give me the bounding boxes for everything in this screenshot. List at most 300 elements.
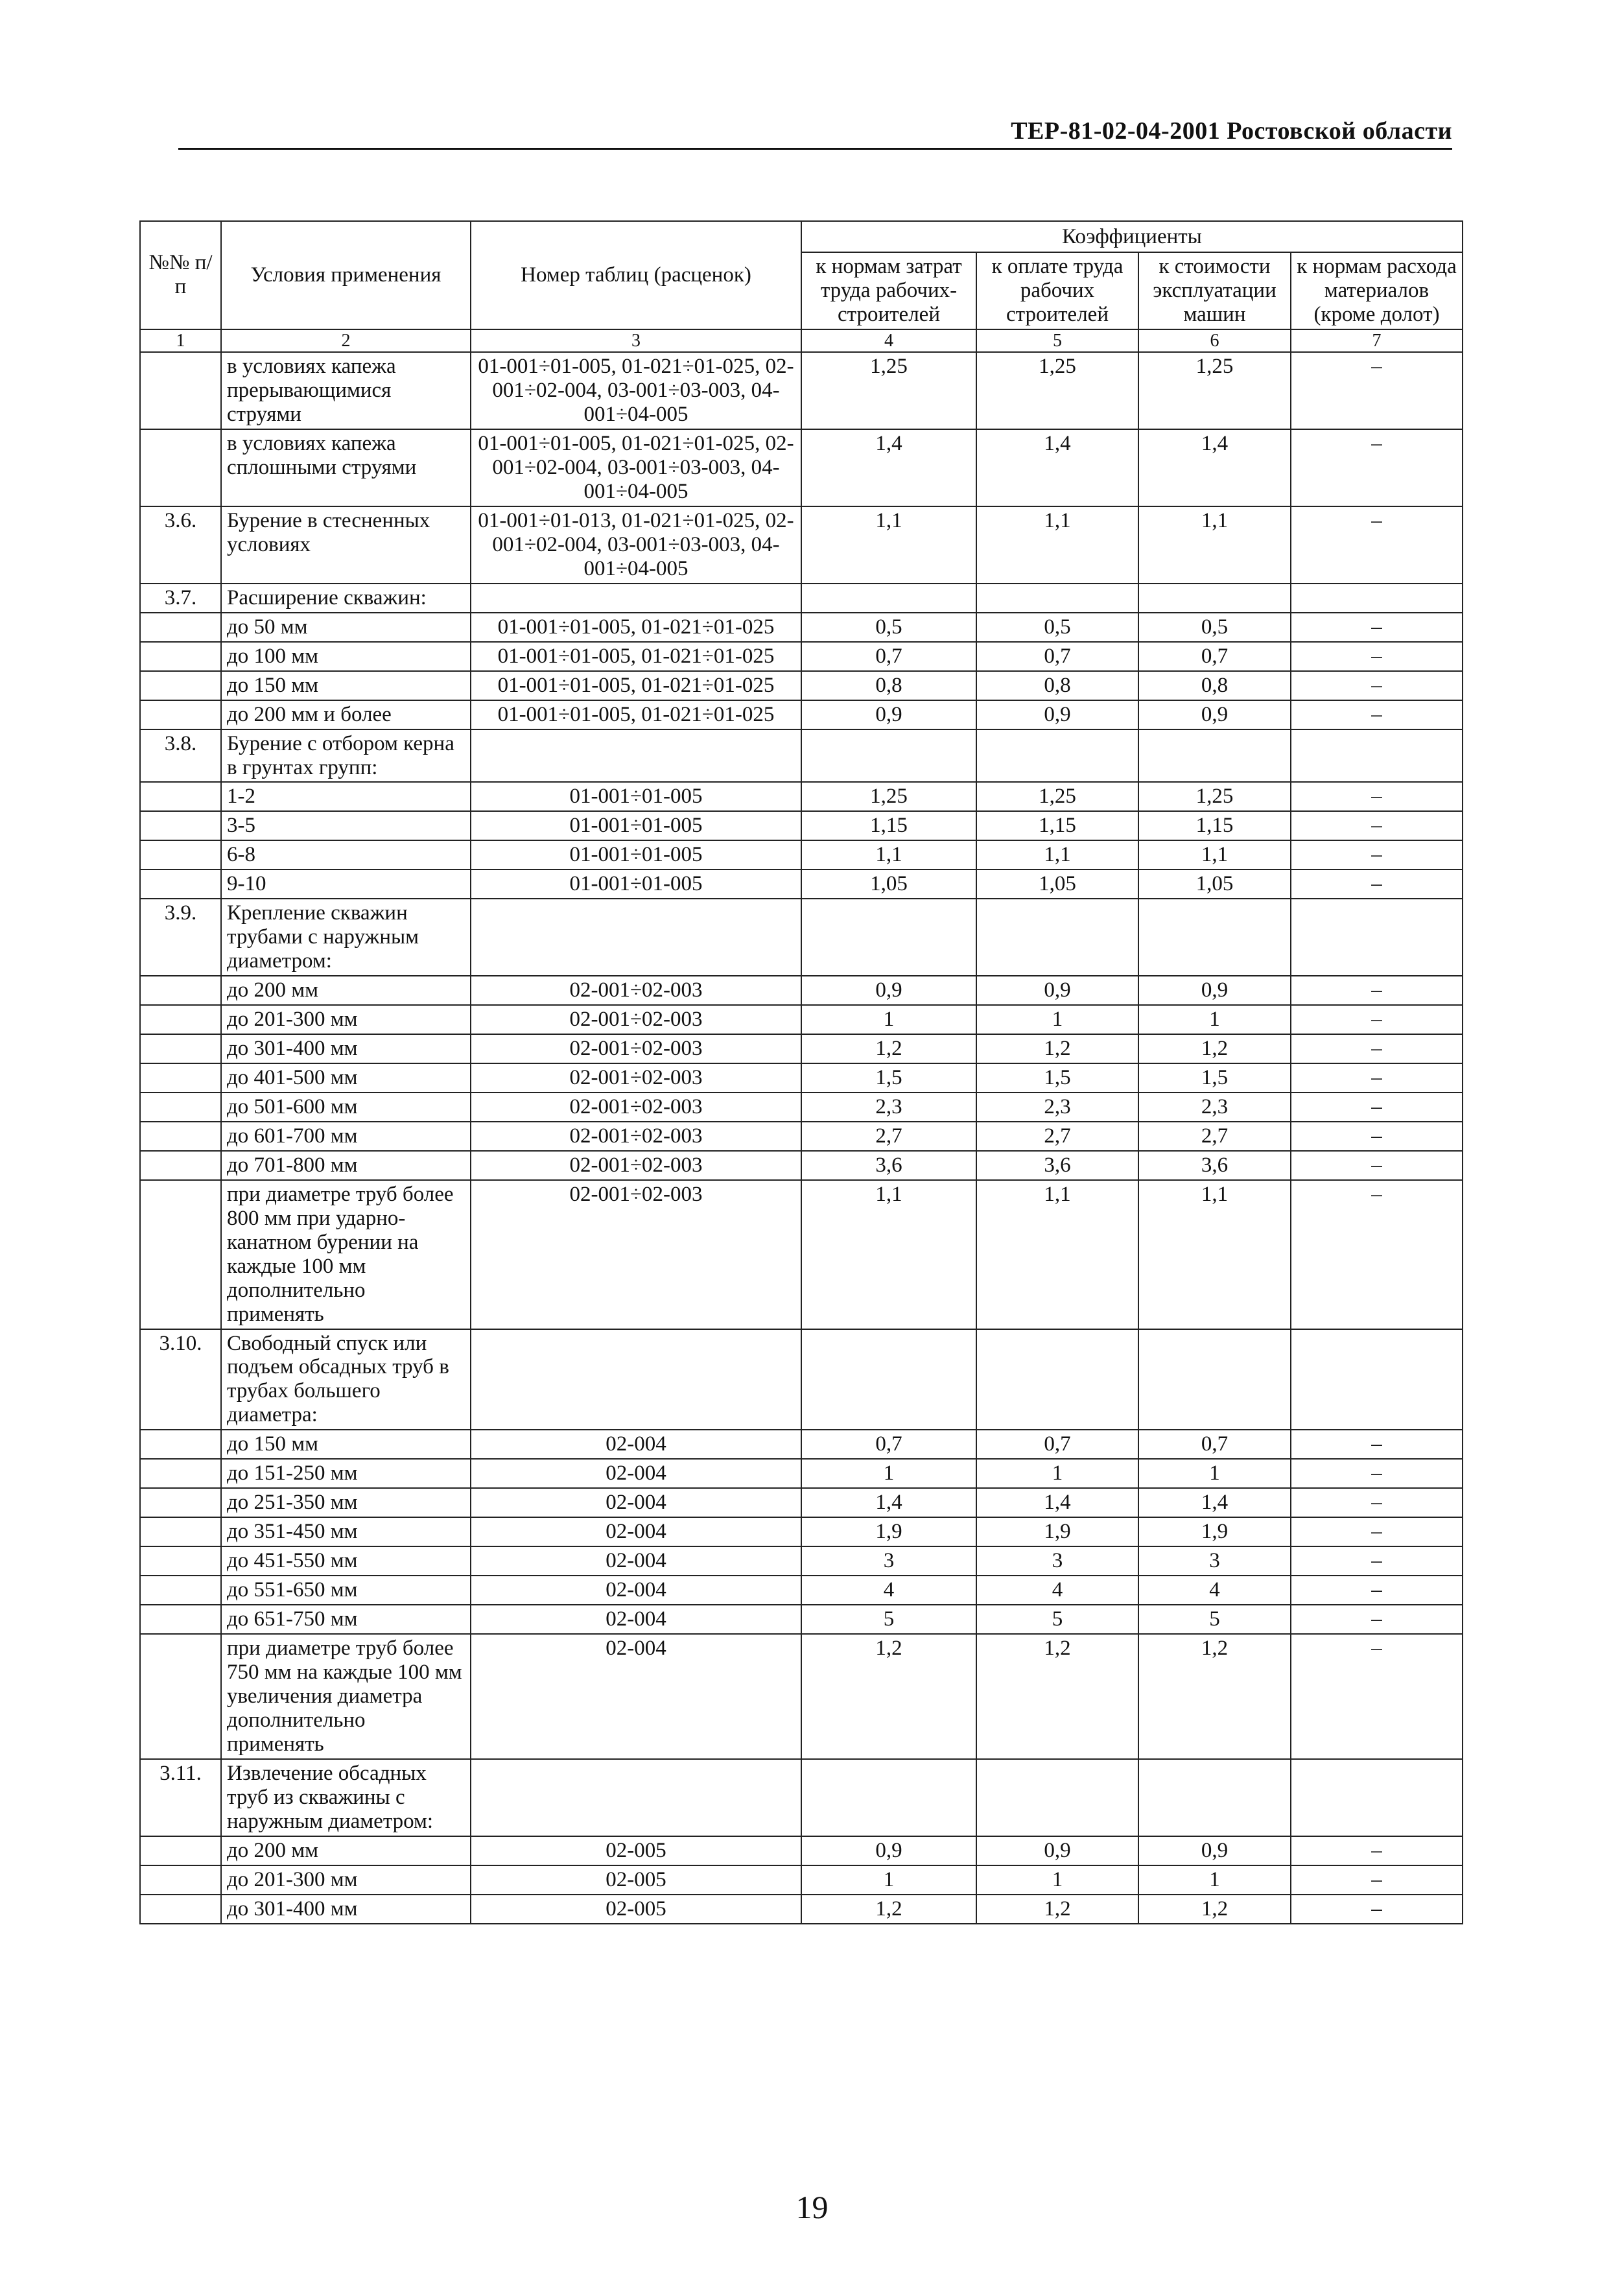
table-row: [140, 1576, 1463, 1605]
header-labor-norms: к нормам затрат труда рабочих-строителей: [801, 252, 976, 329]
row-number: [140, 1063, 221, 1093]
condition-cell: до 501-600 мм: [221, 1093, 471, 1122]
coef-material-norms: [1291, 899, 1463, 976]
condition-cell: до 451-550 мм: [221, 1546, 471, 1576]
table-row: [140, 1063, 1463, 1093]
column-number: 5: [976, 329, 1138, 352]
table-body: [140, 352, 1463, 1923]
row-number: [140, 1865, 221, 1895]
coefficients-table: [139, 220, 1463, 1924]
table-numbers-cell: 02-004: [471, 1488, 801, 1517]
document-header: ТЕР-81-02-04-2001 Ростовской области: [178, 117, 1452, 150]
coef-machine-cost: 0,9: [1138, 700, 1291, 729]
coef-material-norms: –: [1291, 1895, 1463, 1924]
table-numbers-cell: 02-004: [471, 1517, 801, 1546]
row-number: [140, 1180, 221, 1329]
table-numbers-cell: 02-004: [471, 1430, 801, 1459]
condition-cell: до 151-250 мм: [221, 1459, 471, 1488]
table-row: [140, 840, 1463, 869]
coef-material-norms: –: [1291, 671, 1463, 700]
row-number: 3.9.: [140, 899, 221, 976]
table-numbers-cell: 02-001÷02-003: [471, 1063, 801, 1093]
coef-material-norms: –: [1291, 840, 1463, 869]
coef-material-norms: –: [1291, 1459, 1463, 1488]
coef-labor-pay: [976, 729, 1138, 783]
table-numbers-cell: [471, 729, 801, 783]
coef-machine-cost: 1: [1138, 1865, 1291, 1895]
coef-labor-pay: 1: [976, 1459, 1138, 1488]
column-number: 4: [801, 329, 976, 352]
row-number: [140, 352, 221, 429]
coef-material-norms: –: [1291, 429, 1463, 506]
coef-labor-pay: 1,25: [976, 352, 1138, 429]
table-numbers-cell: 02-005: [471, 1895, 801, 1924]
header-coefficients: Коэффициенты: [801, 221, 1463, 252]
coef-material-norms: –: [1291, 811, 1463, 840]
coef-labor-pay: 1,1: [976, 1180, 1138, 1329]
coef-labor-norms: 0,7: [801, 1430, 976, 1459]
coef-labor-norms: 0,9: [801, 1836, 976, 1865]
coef-machine-cost: [1138, 1329, 1291, 1430]
coef-labor-pay: 0,7: [976, 642, 1138, 671]
table-row: [140, 1430, 1463, 1459]
coef-machine-cost: 1,2: [1138, 1895, 1291, 1924]
coef-labor-pay: 4: [976, 1576, 1138, 1605]
header-tables: Номер таблиц (расценок): [471, 221, 801, 329]
coef-labor-pay: 2,7: [976, 1122, 1138, 1151]
coef-machine-cost: 5: [1138, 1605, 1291, 1634]
table-row: [140, 1488, 1463, 1517]
coef-labor-norms: 1,1: [801, 506, 976, 584]
coef-labor-pay: [976, 1759, 1138, 1836]
header-machine-cost: к стоимости эксплуатации машин: [1138, 252, 1291, 329]
coef-labor-norms: 2,3: [801, 1093, 976, 1122]
coef-labor-pay: 0,9: [976, 976, 1138, 1005]
table-numbers-cell: 01-001÷01-005, 01-021÷01-025, 02-001÷02-004, 03-001÷03-003, 04-001÷04-005: [471, 352, 801, 429]
coef-labor-pay: [976, 899, 1138, 976]
coef-machine-cost: 1,4: [1138, 429, 1291, 506]
coef-material-norms: –: [1291, 1122, 1463, 1151]
coef-material-norms: –: [1291, 642, 1463, 671]
table-numbers-cell: 02-001÷02-003: [471, 1005, 801, 1034]
row-number: 3.6.: [140, 506, 221, 584]
coef-machine-cost: 0,7: [1138, 1430, 1291, 1459]
coef-machine-cost: [1138, 1759, 1291, 1836]
coef-machine-cost: [1138, 584, 1291, 613]
row-number: [140, 1634, 221, 1759]
coef-labor-norms: [801, 584, 976, 613]
coef-labor-pay: 1: [976, 1005, 1138, 1034]
table-numbers-cell: 01-001÷01-005, 01-021÷01-025: [471, 613, 801, 642]
coef-material-norms: –: [1291, 613, 1463, 642]
table-numbers-cell: 02-001÷02-003: [471, 1034, 801, 1063]
coef-material-norms: –: [1291, 1093, 1463, 1122]
table-numbers-cell: 02-005: [471, 1836, 801, 1865]
table-numbers-cell: 01-001÷01-005, 01-021÷01-025, 02-001÷02-004, 03-001÷03-003, 04-001÷04-005: [471, 429, 801, 506]
table-numbers-cell: 01-001÷01-013, 01-021÷01-025, 02-001÷02-004, 03-001÷03-003, 04-001÷04-005: [471, 506, 801, 584]
condition-cell: 6-8: [221, 840, 471, 869]
condition-cell: 9-10: [221, 869, 471, 899]
coef-machine-cost: 3,6: [1138, 1151, 1291, 1180]
coef-labor-pay: 0,7: [976, 1430, 1138, 1459]
coef-material-norms: –: [1291, 1430, 1463, 1459]
condition-cell: до 100 мм: [221, 642, 471, 671]
row-number: [140, 1836, 221, 1865]
table-numbers-cell: 01-001÷01-005: [471, 869, 801, 899]
row-number: [140, 811, 221, 840]
table-numbers-cell: 01-001÷01-005: [471, 840, 801, 869]
condition-cell: Расширение скважин:: [221, 584, 471, 613]
coef-material-norms: –: [1291, 1634, 1463, 1759]
coef-machine-cost: 1,2: [1138, 1634, 1291, 1759]
coef-labor-norms: 3,6: [801, 1151, 976, 1180]
condition-cell: до 351-450 мм: [221, 1517, 471, 1546]
table-numbers-cell: 02-001÷02-003: [471, 1122, 801, 1151]
condition-cell: в условиях капежа прерывающимися струями: [221, 352, 471, 429]
row-number: [140, 429, 221, 506]
table-row: [140, 1459, 1463, 1488]
coef-machine-cost: [1138, 899, 1291, 976]
row-number: [140, 1546, 221, 1576]
coef-labor-pay: 1,5: [976, 1063, 1138, 1093]
coef-material-norms: –: [1291, 1063, 1463, 1093]
table-numbers-cell: 01-001÷01-005, 01-021÷01-025: [471, 700, 801, 729]
coef-labor-pay: 1: [976, 1865, 1138, 1895]
table-numbers-cell: [471, 584, 801, 613]
table-row: [140, 899, 1463, 976]
condition-cell: в условиях капежа сплошными струями: [221, 429, 471, 506]
table-numbers-cell: 02-001÷02-003: [471, 976, 801, 1005]
coef-material-norms: –: [1291, 352, 1463, 429]
coef-material-norms: –: [1291, 1605, 1463, 1634]
coef-labor-norms: [801, 1759, 976, 1836]
row-number: 3.11.: [140, 1759, 221, 1836]
coef-labor-norms: [801, 729, 976, 783]
row-number: [140, 1151, 221, 1180]
coef-labor-pay: 3: [976, 1546, 1138, 1576]
table-row: [140, 700, 1463, 729]
header-row-1: [140, 221, 1463, 252]
coef-labor-norms: 1,5: [801, 1063, 976, 1093]
row-number: [140, 642, 221, 671]
coef-machine-cost: 0,8: [1138, 671, 1291, 700]
table-row: [140, 976, 1463, 1005]
table-row: [140, 1759, 1463, 1836]
condition-cell: до 50 мм: [221, 613, 471, 642]
coef-labor-norms: 1,4: [801, 429, 976, 506]
coef-labor-norms: 1,15: [801, 811, 976, 840]
coef-material-norms: [1291, 584, 1463, 613]
row-number: [140, 1430, 221, 1459]
coef-material-norms: –: [1291, 506, 1463, 584]
condition-cell: до 401-500 мм: [221, 1063, 471, 1093]
condition-cell: до 601-700 мм: [221, 1122, 471, 1151]
coef-labor-norms: 1,1: [801, 1180, 976, 1329]
row-number: [140, 1605, 221, 1634]
coef-labor-norms: 1: [801, 1865, 976, 1895]
column-number: 1: [140, 329, 221, 352]
table-row: [140, 1005, 1463, 1034]
coef-labor-norms: 1,25: [801, 352, 976, 429]
condition-cell: до 201-300 мм: [221, 1005, 471, 1034]
coef-machine-cost: 2,3: [1138, 1093, 1291, 1122]
coef-material-norms: –: [1291, 1005, 1463, 1034]
table-row: [140, 1865, 1463, 1895]
coef-machine-cost: 0,9: [1138, 976, 1291, 1005]
header-conditions: Условия применения: [221, 221, 471, 329]
table-row: [140, 1180, 1463, 1329]
coef-machine-cost: 1,1: [1138, 840, 1291, 869]
condition-cell: при диаметре труб более 750 мм на каждые 100 мм увеличения диаметра дополнительно применять: [221, 1634, 471, 1759]
coef-machine-cost: 0,9: [1138, 1836, 1291, 1865]
coef-machine-cost: 0,7: [1138, 642, 1291, 671]
column-number: 3: [471, 329, 801, 352]
coef-machine-cost: 1,4: [1138, 1488, 1291, 1517]
condition-cell: до 150 мм: [221, 671, 471, 700]
table-row: [140, 613, 1463, 642]
coef-labor-pay: 1,9: [976, 1517, 1138, 1546]
header-num: №№ п/п: [140, 221, 221, 329]
row-number: 3.10.: [140, 1329, 221, 1430]
coef-labor-pay: [976, 1329, 1138, 1430]
coef-labor-pay: 0,8: [976, 671, 1138, 700]
table-row: [140, 869, 1463, 899]
coef-material-norms: –: [1291, 1546, 1463, 1576]
table-row: [140, 1329, 1463, 1430]
coef-material-norms: –: [1291, 782, 1463, 811]
condition-cell: до 551-650 мм: [221, 1576, 471, 1605]
row-number: [140, 613, 221, 642]
header-material-norms: к нормам расхода материалов (кроме долот): [1291, 252, 1463, 329]
table-row: [140, 1895, 1463, 1924]
table-numbers-cell: 02-004: [471, 1605, 801, 1634]
coef-labor-norms: 0,8: [801, 671, 976, 700]
table-row: [140, 729, 1463, 783]
coef-labor-norms: 1: [801, 1005, 976, 1034]
condition-cell: при диаметре труб более 800 мм при ударно-канатном бурении на каждые 100 мм дополнительно применять: [221, 1180, 471, 1329]
table-row: [140, 1634, 1463, 1759]
table-numbers-cell: 02-005: [471, 1865, 801, 1895]
condition-cell: до 200 мм и более: [221, 700, 471, 729]
table-numbers-cell: 02-001÷02-003: [471, 1093, 801, 1122]
table-numbers-cell: 02-004: [471, 1576, 801, 1605]
table-numbers-cell: 01-001÷01-005, 01-021÷01-025: [471, 642, 801, 671]
coef-labor-pay: 1,2: [976, 1895, 1138, 1924]
table-row: [140, 1034, 1463, 1063]
coef-labor-norms: 1,1: [801, 840, 976, 869]
table-row: [140, 1151, 1463, 1180]
row-number: [140, 1459, 221, 1488]
condition-cell: до 200 мм: [221, 1836, 471, 1865]
coef-labor-norms: 0,9: [801, 976, 976, 1005]
table-numbers-cell: [471, 1759, 801, 1836]
condition-cell: 3-5: [221, 811, 471, 840]
table-row: [140, 782, 1463, 811]
coef-material-norms: –: [1291, 1836, 1463, 1865]
coef-labor-pay: 3,6: [976, 1151, 1138, 1180]
coef-labor-norms: 4: [801, 1576, 976, 1605]
coef-labor-norms: 1,9: [801, 1517, 976, 1546]
table-numbers-cell: 02-001÷02-003: [471, 1151, 801, 1180]
coef-material-norms: –: [1291, 976, 1463, 1005]
table-numbers-cell: 02-004: [471, 1634, 801, 1759]
coef-machine-cost: 1: [1138, 1005, 1291, 1034]
column-number: 7: [1291, 329, 1463, 352]
table-row: [140, 642, 1463, 671]
table-row: [140, 506, 1463, 584]
row-number: [140, 1488, 221, 1517]
condition-cell: до 651-750 мм: [221, 1605, 471, 1634]
coef-labor-norms: 0,9: [801, 700, 976, 729]
table-row: [140, 671, 1463, 700]
table-row: [140, 352, 1463, 429]
coef-machine-cost: 1: [1138, 1459, 1291, 1488]
coef-labor-norms: 1,05: [801, 869, 976, 899]
coef-labor-pay: 5: [976, 1605, 1138, 1634]
table-row: [140, 1546, 1463, 1576]
header-labor-pay: к оплате труда рабочих строителей: [976, 252, 1138, 329]
coef-labor-pay: 0,9: [976, 700, 1138, 729]
condition-cell: Крепление скважин трубами с наружным диаметром:: [221, 899, 471, 976]
row-number: [140, 1122, 221, 1151]
coef-machine-cost: 3: [1138, 1546, 1291, 1576]
coef-machine-cost: 1,2: [1138, 1034, 1291, 1063]
coef-labor-pay: 1,2: [976, 1034, 1138, 1063]
row-number: 3.7.: [140, 584, 221, 613]
coef-machine-cost: [1138, 729, 1291, 783]
coef-machine-cost: 1,25: [1138, 782, 1291, 811]
coef-labor-pay: 1,25: [976, 782, 1138, 811]
coef-material-norms: [1291, 1759, 1463, 1836]
coef-labor-pay: 0,5: [976, 613, 1138, 642]
coef-labor-norms: 1,2: [801, 1895, 976, 1924]
table-row: [140, 429, 1463, 506]
row-number: [140, 1576, 221, 1605]
coef-machine-cost: 1,15: [1138, 811, 1291, 840]
row-number: [140, 782, 221, 811]
table-numbers-cell: 02-004: [471, 1459, 801, 1488]
row-number: [140, 1895, 221, 1924]
coef-material-norms: –: [1291, 1517, 1463, 1546]
coef-labor-pay: 1,1: [976, 840, 1138, 869]
table-numbers-cell: [471, 899, 801, 976]
coef-material-norms: –: [1291, 1180, 1463, 1329]
coef-labor-pay: 0,9: [976, 1836, 1138, 1865]
condition-cell: Свободный спуск или подъем обсадных труб в трубах большего диаметра:: [221, 1329, 471, 1430]
coef-labor-norms: 3: [801, 1546, 976, 1576]
row-number: [140, 976, 221, 1005]
coef-labor-pay: 1,4: [976, 429, 1138, 506]
table-numbers-cell: [471, 1329, 801, 1430]
coef-labor-pay: 1,05: [976, 869, 1138, 899]
coef-labor-pay: 1,2: [976, 1634, 1138, 1759]
coef-machine-cost: 1,1: [1138, 506, 1291, 584]
row-number: [140, 671, 221, 700]
coef-labor-pay: [976, 584, 1138, 613]
table-row: [140, 1836, 1463, 1865]
condition-cell: до 200 мм: [221, 976, 471, 1005]
coef-material-norms: –: [1291, 700, 1463, 729]
row-number: [140, 869, 221, 899]
coef-labor-norms: 5: [801, 1605, 976, 1634]
coef-labor-norms: 0,7: [801, 642, 976, 671]
row-number: [140, 1093, 221, 1122]
coef-labor-norms: 0,5: [801, 613, 976, 642]
coef-labor-norms: [801, 1329, 976, 1430]
column-number: 2: [221, 329, 471, 352]
row-number: [140, 840, 221, 869]
condition-cell: до 251-350 мм: [221, 1488, 471, 1517]
coef-material-norms: [1291, 1329, 1463, 1430]
row-number: [140, 700, 221, 729]
condition-cell: до 301-400 мм: [221, 1895, 471, 1924]
coef-machine-cost: 0,5: [1138, 613, 1291, 642]
condition-cell: 1-2: [221, 782, 471, 811]
coef-labor-norms: 2,7: [801, 1122, 976, 1151]
table-numbers-cell: 02-004: [471, 1546, 801, 1576]
table-numbers-cell: 01-001÷01-005: [471, 811, 801, 840]
coef-labor-norms: 1,25: [801, 782, 976, 811]
coef-labor-norms: [801, 899, 976, 976]
coef-labor-pay: 1,15: [976, 811, 1138, 840]
row-number: [140, 1034, 221, 1063]
table-row: [140, 811, 1463, 840]
row-number: [140, 1517, 221, 1546]
coef-material-norms: –: [1291, 1576, 1463, 1605]
coef-material-norms: [1291, 729, 1463, 783]
coef-labor-norms: 1,2: [801, 1634, 976, 1759]
page-number: 19: [795, 2189, 829, 2225]
table-numbers-cell: 01-001÷01-005, 01-021÷01-025: [471, 671, 801, 700]
coef-labor-norms: 1,2: [801, 1034, 976, 1063]
coef-labor-pay: 1,4: [976, 1488, 1138, 1517]
coef-machine-cost: 1,05: [1138, 869, 1291, 899]
table-row: [140, 1605, 1463, 1634]
coef-material-norms: –: [1291, 1865, 1463, 1895]
coef-labor-norms: 1: [801, 1459, 976, 1488]
condition-cell: до 150 мм: [221, 1430, 471, 1459]
coef-material-norms: –: [1291, 869, 1463, 899]
coef-machine-cost: 1,5: [1138, 1063, 1291, 1093]
coef-labor-norms: 1,4: [801, 1488, 976, 1517]
condition-cell: до 201-300 мм: [221, 1865, 471, 1895]
condition-cell: Бурение с отбором керна в грунтах групп:: [221, 729, 471, 783]
column-number: 6: [1138, 329, 1291, 352]
column-number-row: [140, 329, 1463, 352]
table-row: [140, 1122, 1463, 1151]
condition-cell: до 301-400 мм: [221, 1034, 471, 1063]
table-numbers-cell: 01-001÷01-005: [471, 782, 801, 811]
coef-machine-cost: 4: [1138, 1576, 1291, 1605]
coef-labor-pay: 2,3: [976, 1093, 1138, 1122]
row-number: 3.8.: [140, 729, 221, 783]
condition-cell: Бурение в стесненных условиях: [221, 506, 471, 584]
condition-cell: до 701-800 мм: [221, 1151, 471, 1180]
coef-machine-cost: 2,7: [1138, 1122, 1291, 1151]
table-numbers-cell: 02-001÷02-003: [471, 1180, 801, 1329]
table-row: [140, 1093, 1463, 1122]
coef-material-norms: –: [1291, 1151, 1463, 1180]
coef-machine-cost: 1,9: [1138, 1517, 1291, 1546]
table-row: [140, 1517, 1463, 1546]
coef-machine-cost: 1,25: [1138, 352, 1291, 429]
coef-labor-pay: 1,1: [976, 506, 1138, 584]
coef-material-norms: –: [1291, 1034, 1463, 1063]
coef-material-norms: –: [1291, 1488, 1463, 1517]
table-row: [140, 584, 1463, 613]
coef-machine-cost: 1,1: [1138, 1180, 1291, 1329]
row-number: [140, 1005, 221, 1034]
